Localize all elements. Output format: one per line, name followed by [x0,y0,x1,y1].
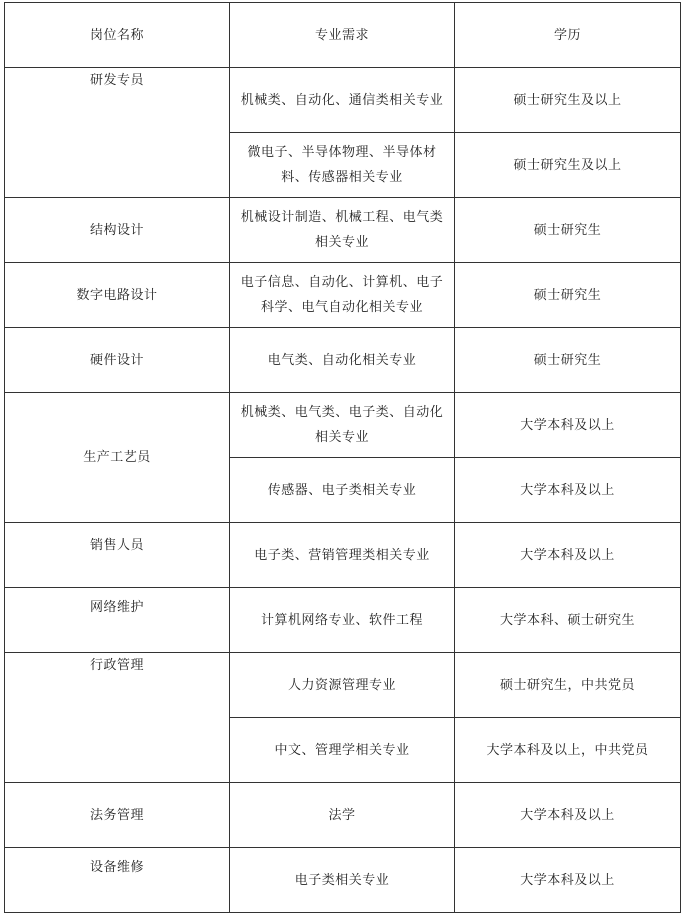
position-cell: 行政管理 [5,653,230,783]
education-cell: 大学本科及以上 [455,848,681,913]
education-cell: 大学本科及以上 [455,523,681,588]
table-row [5,848,681,913]
position-cell: 法务管理 [5,783,230,848]
major-cell: 机械类、自动化、通信类相关专业 [230,68,455,133]
major-cell: 人力资源管理专业 [230,653,455,718]
table-row [5,263,681,328]
position-cell: 结构设计 [5,198,230,263]
position-cell: 数字电路设计 [5,263,230,328]
table-row [5,653,681,718]
table-row [5,198,681,263]
education-cell: 硕士研究生，中共党员 [455,653,681,718]
table-header-row [5,3,681,68]
header-position: 岗位名称 [5,3,230,68]
table-row [5,68,681,133]
major-cell: 电子类相关专业 [230,848,455,913]
major-cell: 传感器、电子类相关专业 [230,458,455,523]
education-cell: 大学本科及以上 [455,393,681,458]
position-cell: 设备维修 [5,848,230,913]
education-cell: 硕士研究生及以上 [455,133,681,198]
position-cell: 硬件设计 [5,328,230,393]
position-cell: 销售人员 [5,523,230,588]
table-row [5,588,681,653]
education-cell: 硕士研究生 [455,263,681,328]
education-cell: 硕士研究生 [455,198,681,263]
position-cell: 网络维护 [5,588,230,653]
table-row [5,328,681,393]
major-cell: 电气类、自动化相关专业 [230,328,455,393]
table-row [5,783,681,848]
education-cell: 硕士研究生 [455,328,681,393]
major-cell: 机械设计制造、机械工程、电气类相关专业 [230,198,455,263]
major-cell: 法学 [230,783,455,848]
education-cell: 大学本科、硕士研究生 [455,588,681,653]
education-cell: 大学本科及以上 [455,458,681,523]
major-cell: 电子信息、自动化、计算机、电子科学、电气自动化相关专业 [230,263,455,328]
major-cell: 电子类、营销管理类相关专业 [230,523,455,588]
header-education: 学历 [455,3,681,68]
position-cell: 生产工艺员 [5,393,230,523]
major-cell: 微电子、半导体物理、半导体材料、传感器相关专业 [230,133,455,198]
header-major: 专业需求 [230,3,455,68]
education-cell: 大学本科及以上，中共党员 [455,718,681,783]
education-cell: 大学本科及以上 [455,783,681,848]
table-row [5,393,681,458]
major-cell: 计算机网络专业、软件工程 [230,588,455,653]
major-cell: 机械类、电气类、电子类、自动化相关专业 [230,393,455,458]
position-cell: 研发专员 [5,68,230,198]
table-row [5,523,681,588]
education-cell: 硕士研究生及以上 [455,68,681,133]
major-cell: 中文、管理学相关专业 [230,718,455,783]
recruitment-table [4,2,681,913]
